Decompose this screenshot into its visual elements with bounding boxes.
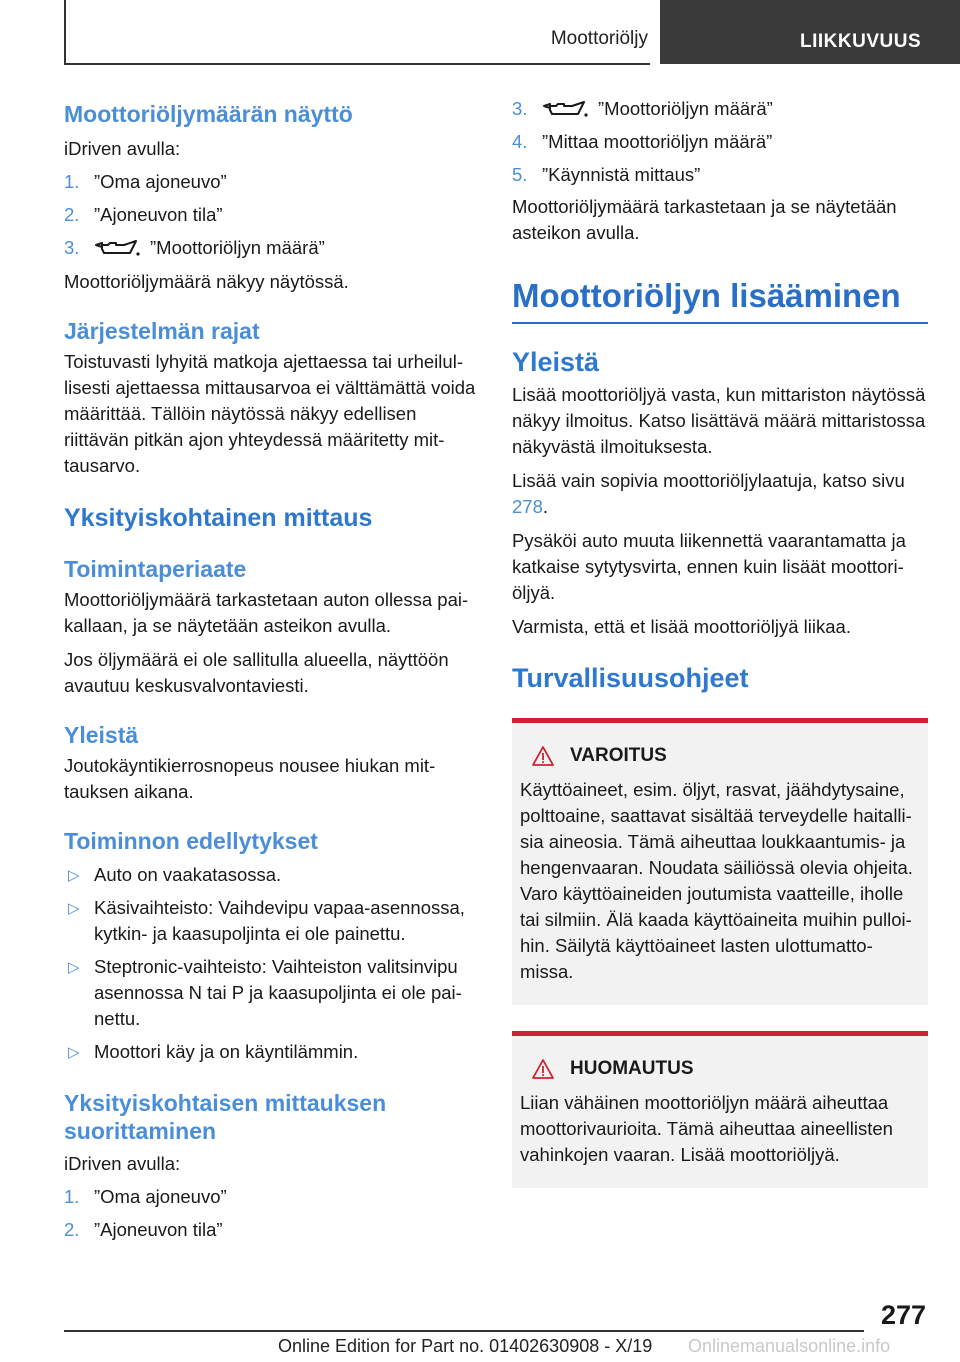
notice-title: HUOMAUTUS <box>570 1058 694 1079</box>
step-number: 1. <box>64 171 80 192</box>
perform-note: Moottoriöljymäärä tarkastetaan ja se näytetään asteikon avulla. <box>512 196 897 243</box>
list-item <box>64 954 480 1032</box>
display-note: Moottoriöljymäärä näkyy näytössä. <box>64 271 349 292</box>
step-number: 4. <box>512 131 528 152</box>
adding-text-2-prefix: Lisää vain sopivia moottoriöljylaatuja, katso sivu <box>512 470 905 491</box>
page-reference-link[interactable]: 278 <box>512 496 543 517</box>
step-number: 2. <box>64 1219 80 1240</box>
step-text: ”Mittaa moottoriöljyn määrä” <box>542 131 773 152</box>
adding-text-2-suffix: . <box>542 496 549 517</box>
list-item <box>64 1184 480 1210</box>
step-number: 1. <box>64 1186 80 1207</box>
step-number: 3. <box>64 237 80 258</box>
notice-box <box>512 1031 928 1188</box>
heading-general-right: Yleistä <box>512 347 600 377</box>
page-header <box>0 0 960 66</box>
notice-title-row <box>520 1056 920 1082</box>
general-text: Joutokäyntikierrosnopeus nousee hiukan mittauksen aikana. <box>64 755 436 802</box>
warning-title: VAROITUS <box>570 745 667 766</box>
adding-text-1: Lisää moottoriöljyä vasta, kun mittariston näytössä näkyy ilmoitus. Katso lisättävä määrä mittaristossa näkyvästä ilmoituksesta. <box>512 384 926 457</box>
notice-text: Liian vähäinen moottoriöljyn määrä aiheuttaa moottorivaurioita. Tämä aiheuttaa aineellisten vahinkojen vaaran. Lisää moottoriöljyä. <box>520 1092 893 1165</box>
header-rule-horizontal <box>64 63 650 65</box>
list-item <box>64 1039 480 1065</box>
conditions-list <box>64 862 480 1065</box>
perform-steps-list-continued <box>512 96 928 188</box>
heading-general: Yleistä <box>64 722 139 748</box>
adding-text-2 <box>512 468 928 520</box>
limits-text: Toistuvasti lyhyitä matkoja ajettaessa tai urheilullisesti ajettaessa mittausarvoa ei välttämättä voida määrittää. Tällöin näytössä näkyy edellisen riittävän pitkän ajon yhteydessä määritetty mittausarvo. <box>64 351 476 476</box>
footer-rule <box>64 1330 864 1332</box>
step-text: ”Oma ajoneuvo” <box>94 171 227 192</box>
step-text: ”Ajoneuvon tila” <box>94 204 223 225</box>
left-column <box>64 100 480 1243</box>
warning-triangle-icon <box>532 1059 554 1079</box>
condition-text: Auto on vaakatasossa. <box>94 864 282 885</box>
oil-can-icon <box>94 239 140 259</box>
list-item <box>64 862 480 888</box>
footer-watermark: Onlinemanualsonline.info <box>688 1336 891 1356</box>
list-triangle-icon: ▷ <box>68 959 80 976</box>
heading-system-limits: Järjestelmän rajat <box>64 318 260 344</box>
condition-text: Steptronic-vaihteisto: Vaihteiston valitsinvipu asennossa N tai P ja kaasupoljinta ei ole painettu. <box>94 956 462 1029</box>
step-text: ”Oma ajoneuvo” <box>94 1186 227 1207</box>
warning-text: Käyttöaineet, esim. öljyt, rasvat, jäähdytysaine, polttoaine, saattavat sisältää terveydelle haitallisia aineosia. Tämä aiheuttaa loukkaantumis- ja hengenvaaran. Noudata säiliössä olevia ohjeita. Varo käyttöaineiden joutumista vaatteille, iholle tai silmiin. Älä kaada käyttöaineita muihin pulloihin. Säilytä käyttöaineet lasten ulottumattomissa. <box>520 779 913 982</box>
right-column <box>512 100 928 1188</box>
heading-perform-measurement: Yksityiskohtaisen mittauksen suorittaminen <box>64 1090 387 1144</box>
list-item <box>64 202 480 228</box>
list-item <box>64 169 480 195</box>
display-intro: iDriven avulla: <box>64 138 181 159</box>
list-item <box>512 129 928 155</box>
warning-triangle-icon <box>532 746 554 766</box>
list-triangle-icon: ▷ <box>68 1044 80 1061</box>
list-item <box>512 162 928 188</box>
step-text: ”Käynnistä mittaus” <box>542 164 701 185</box>
adding-text-3: Pysäköi auto muuta liikennettä vaarantamatta ja katkaise sytytysvirta, ennen kuin lisäät moottoriöljyä. <box>512 530 906 603</box>
footer-edition: Online Edition for Part no. 01402630908 - X/19 <box>278 1336 653 1356</box>
heading-principle: Toimintaperiaate <box>64 556 247 582</box>
warning-box <box>512 718 928 1005</box>
perform-steps-list <box>64 1184 480 1243</box>
condition-text: Käsivaihteisto: Vaihdevipu vapaa-asennossa, kytkin- ja kaasupoljinta ei ole painettu. <box>94 897 465 944</box>
warning-title-row <box>520 743 920 769</box>
heading-safety: Turvallisuusohjeet <box>512 663 749 693</box>
heading-conditions: Toiminnon edellytykset <box>64 828 318 854</box>
step-text: ”Moottoriöljyn määrä” <box>598 98 773 119</box>
list-item <box>512 96 928 122</box>
oil-can-icon <box>542 100 588 120</box>
condition-text: Moottori käy ja on käyntilämmin. <box>94 1041 359 1062</box>
page-number: 277 <box>880 1300 926 1330</box>
header-rule-vertical <box>64 0 66 64</box>
principle-text-2: Jos öljymäärä ei ole sallitulla alueella, näyttöön avautuu keskusvalvontaviesti. <box>64 649 449 696</box>
adding-text-4: Varmista, että et lisää moottoriöljyä liikaa. <box>512 616 851 637</box>
list-item <box>64 895 480 947</box>
principle-text-1: Moottoriöljymäärä tarkastetaan auton ollessa paikallaan, ja se näytetään asteikon avulla. <box>64 589 469 636</box>
display-steps-list <box>64 169 480 261</box>
list-item <box>64 1217 480 1243</box>
step-number: 3. <box>512 98 528 119</box>
header-chapter-title: LIIKKUVUUS <box>800 31 922 52</box>
perform-intro: iDriven avulla: <box>64 1153 181 1174</box>
step-number: 5. <box>512 164 528 185</box>
step-text: ”Ajoneuvon tila” <box>94 1219 223 1240</box>
step-text: ”Moottoriöljyn määrä” <box>150 237 325 258</box>
heading-detailed-measurement: Yksityiskohtainen mittaus <box>64 504 373 532</box>
list-triangle-icon: ▷ <box>68 867 80 884</box>
step-number: 2. <box>64 204 80 225</box>
list-item <box>64 235 480 261</box>
heading-oil-display: Moottoriöljymäärän näyttö <box>64 101 353 127</box>
list-triangle-icon: ▷ <box>68 900 80 917</box>
heading-adding-oil: Moottoriöljyn lisääminen <box>512 276 928 324</box>
header-section-title: Moottoriöljy <box>550 28 648 49</box>
